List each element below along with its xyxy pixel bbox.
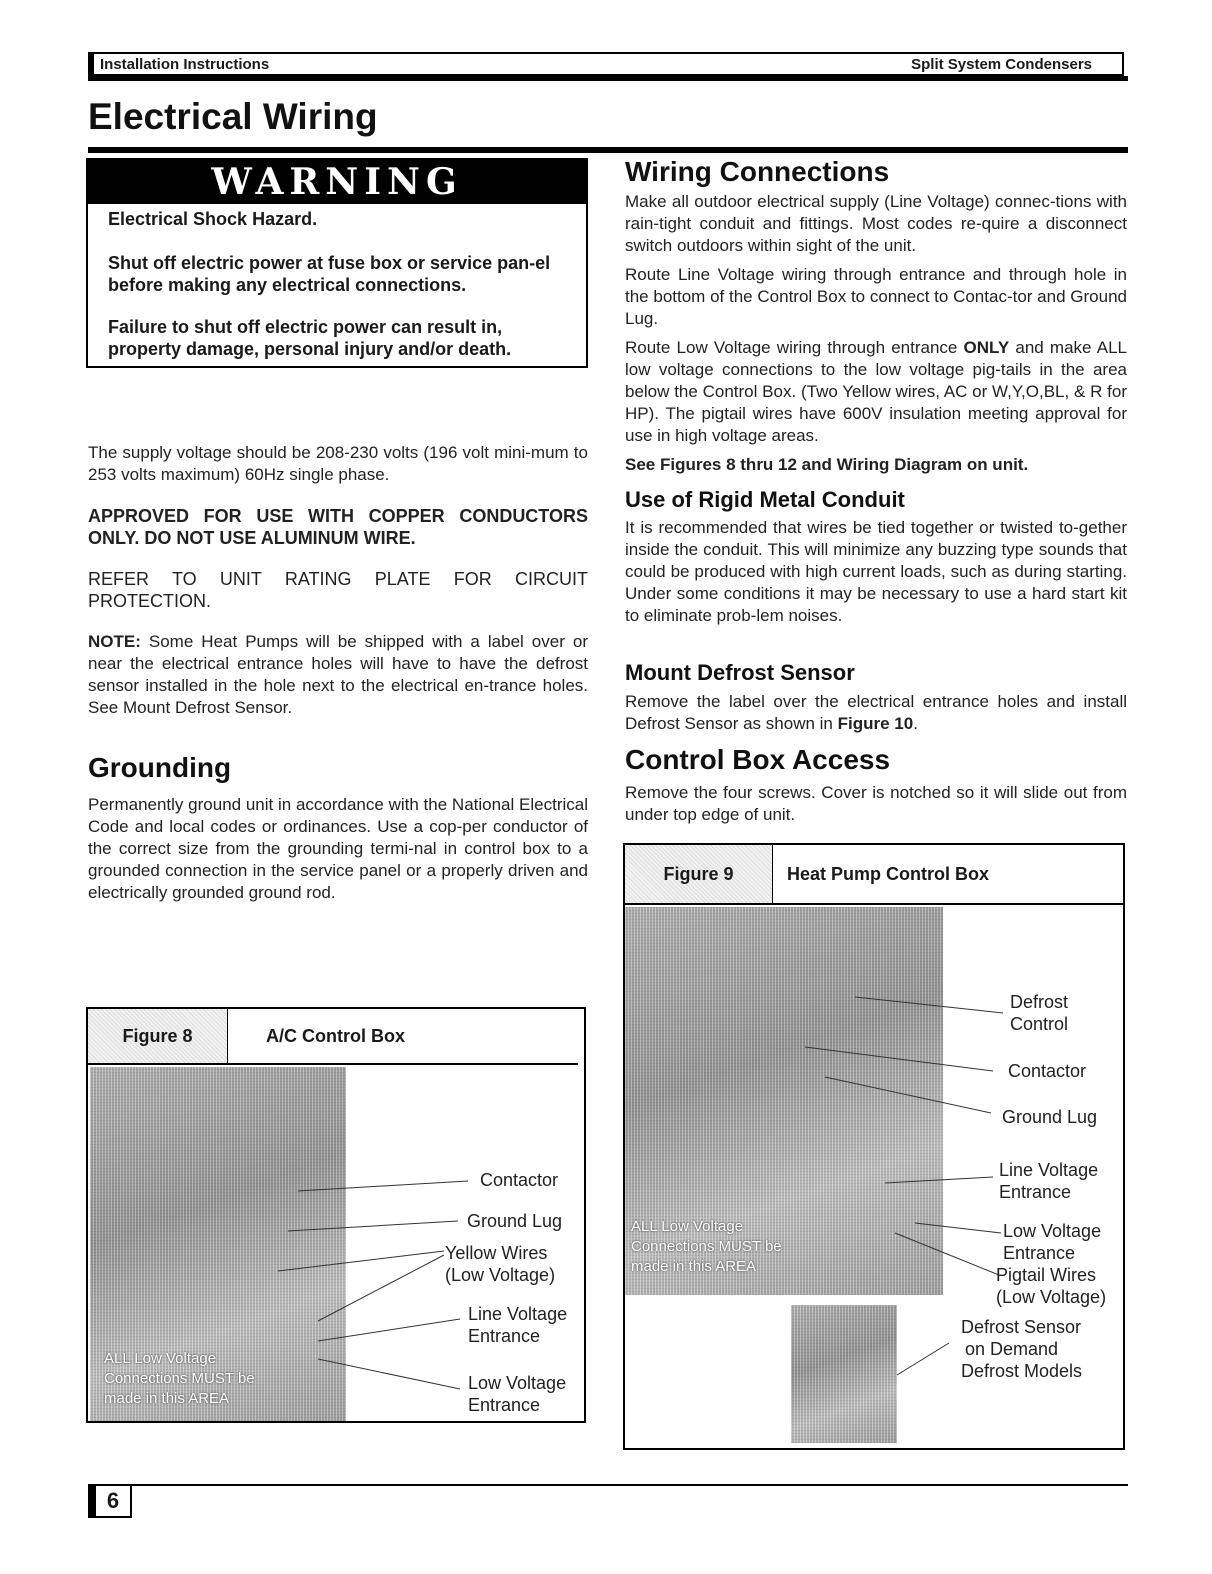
overlay-line-3: made in this AREA [104,1390,230,1407]
defrost-text-b: . [913,714,918,733]
figure-8-label-low-voltage [468,1372,566,1416]
footer-rule [88,1484,1128,1486]
figure-8 [86,1007,586,1423]
line-voltage-line-1: Line Voltage [468,1304,568,1324]
warning-line-2: Shut off electric power at fuse box or service pan-el before making any electrical connections. [108,253,551,295]
warning-line-3: Failure to shut off electric power can result in, property damage, personal injury and/or death. [108,317,512,359]
overlay-line-2: Connections MUST be [631,1238,782,1255]
figure-8-header [88,1009,578,1065]
figure-8-photo [90,1067,346,1421]
title-rule [88,147,1128,153]
defrost-sensor-heading: Mount Defrost Sensor [625,660,855,685]
line-voltage-line-1: Line Voltage [999,1160,1099,1180]
low-voltage-line-1: Low Voltage [1003,1221,1102,1241]
heat-pump-note [88,631,588,719]
page-title: Electrical Wiring [88,96,378,137]
figure-9-label-contactor: Contactor [1008,1061,1087,1081]
figure-8-title: A/C Control Box [266,1025,405,1046]
overlay-line-1: ALL Low Voltage [104,1350,217,1367]
warning-line-1: Electrical Shock Hazard. [108,209,318,229]
wiring-paragraph-3 [625,337,1127,447]
defrost-sensor-line-3: Defrost Models [961,1361,1083,1381]
figure-9-label-pigtail-wires [996,1264,1106,1308]
defrost-text-a: Remove the label over the electrical entrance holes and install Defrost Sensor as shown in [625,692,1127,733]
note-text: Some Heat Pumps will be shipped with a label over or near the electrical entrance holes will have to have the defrost sensor installed in the hole next to the electrical en-trance holes. See Mount Defrost Sensor. [88,632,588,717]
figure-9-number: Figure 9 [625,845,773,903]
control-box-access-text: Remove the four screws. Cover is notched so it will slide out from under top edge of unit. [625,783,1127,824]
figure-9-photo [625,907,943,1295]
wiring-paragraph-1: Make all outdoor electrical supply (Line Voltage) connec-tions with rain-tight conduit and fittings. Most codes re-quire a disconnect switch outdoors within sight of the unit. [625,192,1127,255]
figure-9-header [625,845,1123,905]
grounding-heading: Grounding [88,752,232,783]
conduit-text: It is recommended that wires be tied together or twisted to-gether inside the conduit. This will minimize any buzzing type sounds that could be produced with high current loads, such as during starting. Under some conditions it may be necessary to use a hard start kit to eliminate prob-lem noises. [625,518,1127,625]
figure-8-label-ground-lug: Ground Lug [467,1211,563,1231]
figure-9-label-defrost-control [1010,991,1068,1035]
conduit-heading: Use of Rigid Metal Conduit [625,487,905,512]
figure-9-label-ground-lug: Ground Lug [1002,1107,1098,1127]
figure-9-title: Heat Pump Control Box [787,863,990,884]
wiring-connections-heading: Wiring Connections [625,156,890,187]
figure-9 [623,843,1125,1450]
overlay-line-2: Connections MUST be [104,1370,255,1387]
wiring-p3-only: ONLY [963,338,1010,357]
figure-8-number: Figure 8 [88,1009,228,1063]
overlay-line-3: made in this AREA [631,1258,757,1275]
low-voltage-line-2: Entrance [1003,1243,1076,1263]
supply-voltage-text: The supply voltage should be 208-230 volts (196 volt mini-mum to 253 volts maximum) 60Hz single phase. [88,443,588,484]
low-voltage-line-1: Low Voltage [468,1373,567,1393]
page-header [88,52,1124,76]
low-voltage-line-2: Entrance [468,1395,541,1415]
note-label: NOTE: [88,632,141,651]
wiring-paragraph-2: Route Line Voltage wiring through entrance and through hole in the bottom of the Control Box to connect to Contac-tor and Ground Lug. [625,265,1127,328]
defrost-control-line-1: Defrost [1010,992,1069,1012]
defrost-sensor-line-2: on Demand [965,1339,1059,1359]
yellow-wires-line-2: (Low Voltage) [445,1265,556,1285]
figure-9-sensor-photo [791,1305,897,1443]
pigtail-line-1: Pigtail Wires [996,1265,1097,1285]
figure-9-label-low-voltage [1003,1220,1101,1264]
copper-conductor-note: APPROVED FOR USE WITH COPPER CONDUCTORS ONLY. DO NOT USE ALUMINUM WIRE. [88,506,588,548]
figure-8-overlay [104,1349,255,1409]
warning-banner: WARNING [88,160,586,204]
wiring-p3-a: Route Low Voltage wiring through entrance [625,338,964,357]
wiring-see-figures: See Figures 8 thru 12 and Wiring Diagram on unit. [625,455,1029,474]
overlay-line-1: ALL Low Voltage [631,1218,744,1235]
warning-box [86,158,588,368]
figure-8-label-contactor: Contactor [480,1170,559,1190]
line-voltage-line-2: Entrance [468,1326,541,1346]
figure-8-label-line-voltage [468,1303,567,1347]
grounding-text: Permanently ground unit in accordance with the National Electrical Code and local codes or ordinances. Use a cop-per conductor of the correct size from the grounding termi-nal in control box to a grounded connection in the service panel or a properly driven and electrically grounded ground rod. [88,795,588,902]
line-voltage-line-2: Entrance [999,1182,1072,1202]
header-left-text: Installation Instructions [100,56,270,73]
rating-plate-note: REFER TO UNIT RATING PLATE FOR CIRCUIT PROTECTION. [88,569,588,611]
page-number: 6 [88,1484,132,1518]
figure-9-overlay [631,1217,782,1277]
figure-9-label-defrost-sensor [961,1316,1082,1382]
figure-8-label-yellow-wires [445,1242,555,1286]
defrost-control-line-2: Control [1010,1014,1069,1034]
figure-9-label-line-voltage [999,1159,1098,1203]
control-box-access-heading: Control Box Access [625,744,891,775]
defrost-sensor-text [625,691,1127,735]
yellow-wires-line-1: Yellow Wires [445,1243,548,1263]
defrost-figure-ref: Figure 10 [837,714,914,733]
header-right-text: Split System Condensers [911,56,1092,73]
header-rule [88,76,1128,81]
pigtail-line-2: (Low Voltage) [996,1287,1107,1307]
wiring-p3-b: and make ALL low voltage connections to the low voltage pig-tails in the area below the Control Box. (Two Yellow wires, AC or W,Y,O,BL, & R for HP). The pigtail wires have 600V insulation meeting approval for use in high voltage areas. [625,338,1127,445]
defrost-sensor-line-1: Defrost Sensor [961,1317,1082,1337]
